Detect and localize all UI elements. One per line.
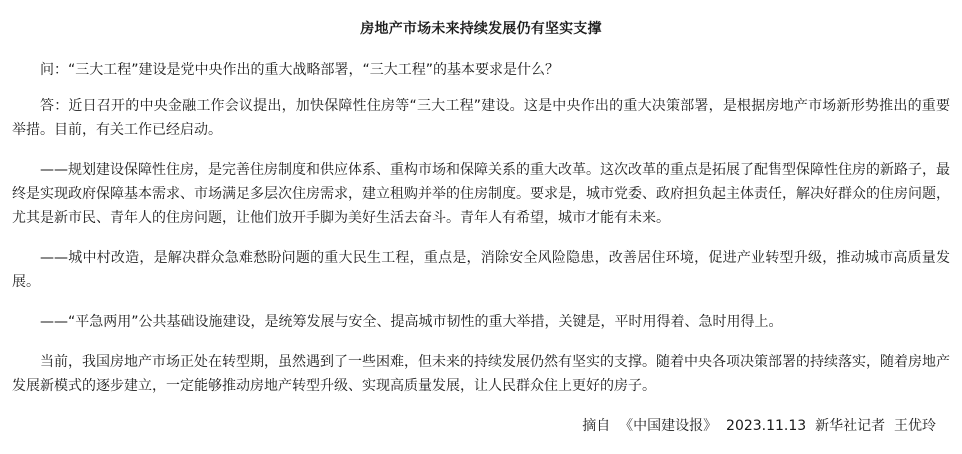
- question-paragraph: 问：“三大工程”建设是党中央作出的重大战略部署，“三大工程”的基本要求是什么？: [40, 62, 560, 78]
- point-dual-use-infrastructure-paragraph: ——“平急两用”公共基础设施建设，是统筹发展与安全、提高城市韧性的重大举措，关键是，平时用得着、急时用得上。: [40, 314, 783, 330]
- conclusion-paragraph: 当前，我国房地产市场正处在转型期，虽然遇到了一些困难，但未来的持续发展仍然有坚实的支撑。随着中央各项决策部署的持续落实，随着房地产发展新模式的逐步建立，一定能够推动房地产转型升级、实现高质量发展，让人民群众住上更好的房子。: [12, 354, 950, 394]
- article-title: 房地产市场未来持续发展仍有坚实支撑: [360, 21, 602, 37]
- answer-paragraph: 答：近日召开的中央金融工作会议提出，加快保障性住房等“三大工程”建设。这是中央作出的重大决策部署，是根据房地产市场新形势推出的重要举措。目前，有关工作已经启动。: [12, 98, 950, 138]
- source-attribution: 摘自 《中国建设报》 2023.11.13 新华社记者 王优玲: [582, 418, 936, 434]
- point-urban-village-paragraph: ——城中村改造，是解决群众急难愁盼问题的重大民生工程，重点是，消除安全风险隐患，改善居住环境，促进产业转型升级，推动城市高质量发展。: [12, 250, 950, 290]
- point-affordable-housing-paragraph: ——规划建设保障性住房，是完善住房制度和供应体系、重构市场和保障关系的重大改革。这次改革的重点是拓展了配售型保障性住房的新路子，最终是实现政府保障基本需求、市场满足多层次住房需求，建立租购并举的住房制度。要求是，城市党委、政府担负起主体责任，解决好群众的住房问题，尤其是新市民、青年人的住房问题，让他们放开手脚为美好生活去奋斗。青年人有希望，城市才能有未来。: [12, 162, 950, 226]
